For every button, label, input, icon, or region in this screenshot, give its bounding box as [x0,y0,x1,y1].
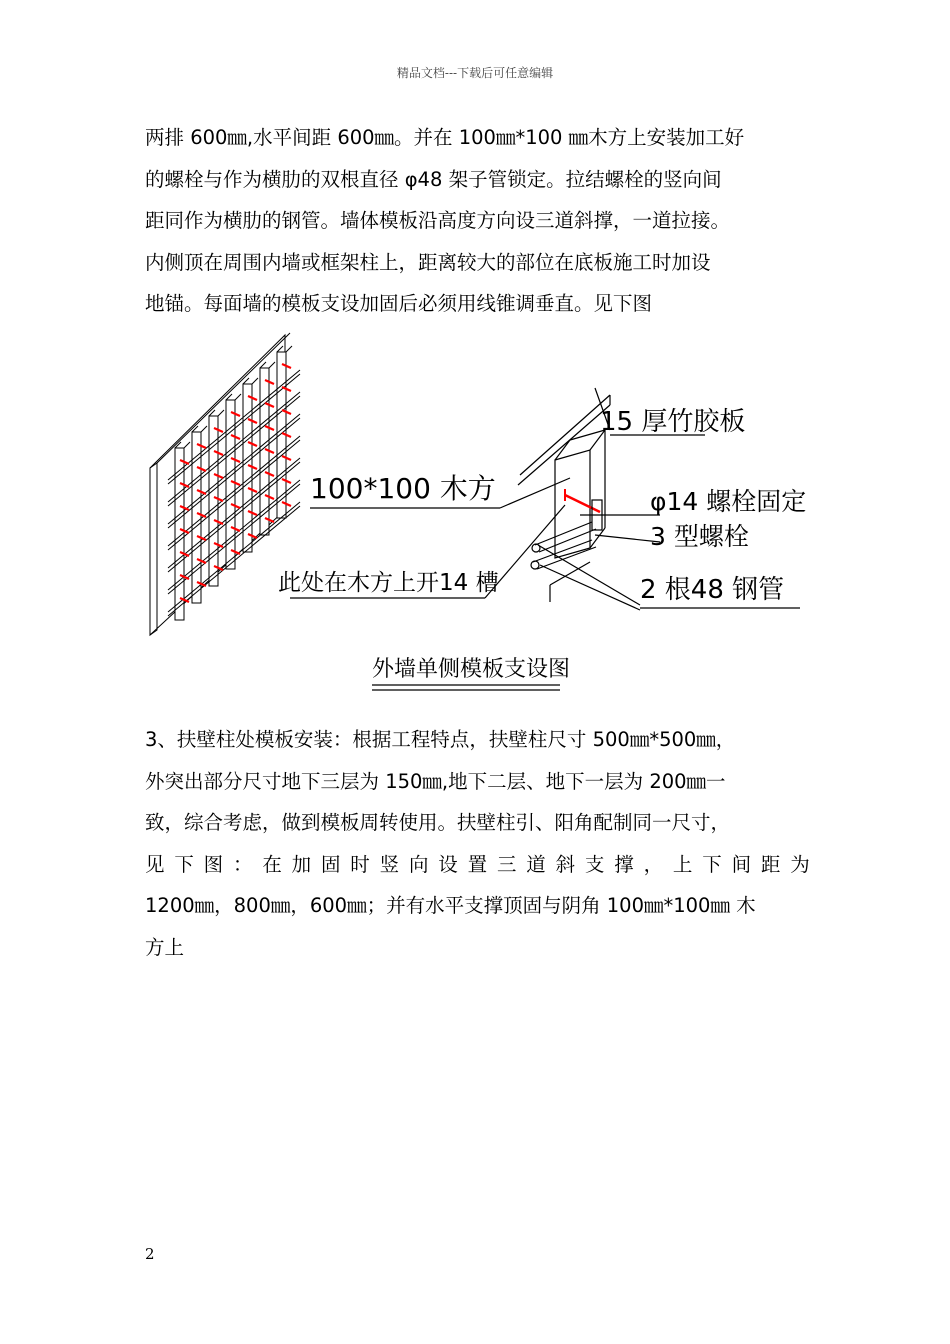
paragraph-line: 1200㎜，800㎜，600㎜；并有水平支撑顶固与阴角 100㎜*100㎜ 木 [145,894,756,917]
spaced-char: 下 [702,852,722,876]
stud-edge [277,346,283,352]
spaced-char: 支 [584,852,605,876]
spaced-char: 在 [262,852,282,876]
spaced-char: 加 [291,852,312,876]
stud-edge [218,410,224,416]
paragraph-line: 地锚。每面墙的模板支设加固后必须用线锥调垂直。见下图 [145,292,653,315]
label-panel-thickness: 15 厚竹胶板 [600,407,746,437]
spaced-char: 向 [408,852,429,876]
paragraph-line: 外突出部分尺寸地下三层为 150㎜,地下二层、地下一层为 200㎜一 [145,769,726,793]
spaced-char: 撑 [614,852,634,876]
spaced-char: 设 [438,852,458,876]
stud-edge [192,426,198,432]
stud-edge [184,442,190,448]
spaced-char: 固 [320,852,341,876]
stud-edge [201,426,207,432]
paragraph-line: 的螺栓与作为横肋的双根直径 φ48 架子管锁定。拉结螺栓的竖向间 [145,167,722,191]
stud-edge [286,346,292,352]
spaced-char: 时 [350,852,370,876]
paragraph-line-justified [145,844,810,886]
spaced-char: 图 [203,852,224,876]
stud-edge [260,362,266,368]
spaced-char: 为 [790,852,810,876]
page-header: 精品文档---下载后可任意编辑 [396,66,554,80]
spaced-char: ： [232,852,253,876]
spaced-char: 竖 [379,852,400,876]
stud-edge [269,362,275,368]
paragraph-2 [145,719,810,968]
stud-edge [235,394,241,400]
spaced-char: ， [643,852,664,876]
spaced-char: 下 [174,852,194,876]
label-timber: 100*100 木方 [310,472,496,505]
spaced-char: 距 [760,852,781,876]
spaced-char: 三 [496,852,517,876]
label-slot: 此处在木方上开14 槽 [278,570,499,596]
spaced-char: 上 [672,852,693,876]
formwork-drawing [140,330,820,710]
paragraph-line: 3、扶壁柱处模板安装：根据工程特点，扶壁柱尺寸 500㎜*500㎜， [145,728,736,751]
formwork-figure [140,330,820,710]
spaced-char: 道 [526,852,546,876]
spaced-char: 斜 [555,852,576,876]
spaced-char: 间 [731,852,752,876]
label-steel-pipe: 2 根48 钢管 [640,575,785,605]
spaced-char: 见 [145,852,165,876]
paragraph-1 [145,117,810,325]
paragraph-line: 内侧顶在周围内墙或框架柱上，距离较大的部位在底板施工时加设 [145,250,711,274]
paragraph-line: 致，综合考虑，做到模板周转使用。扶壁柱引、阳角配制同一尺寸， [145,811,731,834]
stud-edge [252,378,258,384]
paragraph-line: 两排 600㎜,水平间距 600㎜。并在 100㎜*100 ㎜木方上安装加工好 [145,126,745,149]
figure-caption: 外墙单侧模板支设图 [372,657,571,682]
paragraph-line: 方上 [145,935,185,959]
label-bolt-type: 3 型螺栓 [650,522,749,551]
stud-edge [243,378,249,384]
spaced-char: 置 [467,852,488,876]
page-number: 2 [145,1245,155,1263]
paragraph-line: 距同作为横肋的钢管。墙体模板沿高度方向设三道斜撑，一道拉接。 [145,209,731,232]
label-bolt: φ14 螺栓固定 [650,487,807,516]
section-detail [518,395,610,602]
